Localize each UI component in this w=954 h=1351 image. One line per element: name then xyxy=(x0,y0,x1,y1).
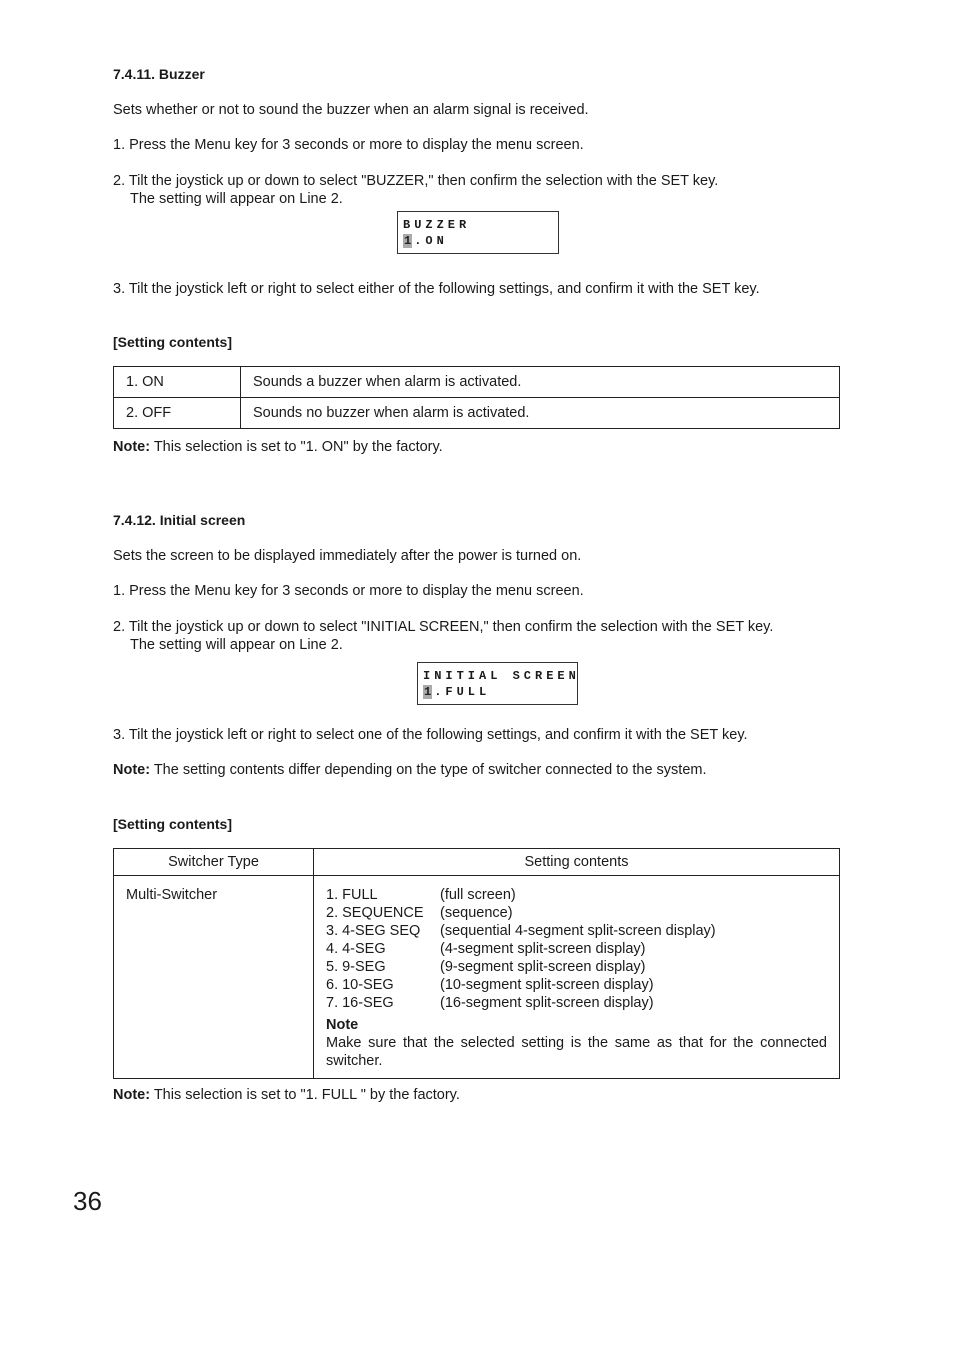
inner-note-label: Note xyxy=(326,1017,359,1033)
buzzer-step-2-sub: The setting will appear on Line 2. xyxy=(130,191,343,207)
note-text: This selection is set to "1. FULL " by the factory. xyxy=(150,1087,460,1103)
buzzer-factory-note xyxy=(113,439,443,455)
option-item xyxy=(326,886,827,904)
lcd-cursor: 1 xyxy=(404,234,412,248)
lcd-line-2 xyxy=(403,233,552,249)
page-number: 36 xyxy=(73,1186,102,1216)
option-key: 7. 16-SEG xyxy=(326,995,394,1011)
option-key: 1. FULL xyxy=(326,887,378,903)
option-item xyxy=(326,958,827,976)
option-key: 2. SEQUENCE xyxy=(326,905,424,921)
column-header-switcher-type: Switcher Type xyxy=(114,849,314,876)
option-desc: (sequence) xyxy=(440,905,513,921)
option-desc: (16-segment split-screen display) xyxy=(440,995,654,1011)
option-desc: (10-segment split-screen display) xyxy=(440,977,654,993)
lcd-line-2-value: .ON xyxy=(414,234,448,248)
initial-screen-step-2-sub: The setting will appear on Line 2. xyxy=(130,637,343,653)
note-label: Note: xyxy=(113,762,151,778)
option-item xyxy=(326,940,827,958)
section-heading-buzzer: 7.4.11. Buzzer xyxy=(113,66,205,82)
lcd-line-2 xyxy=(423,684,571,700)
initial-screen-step-3: 3. Tilt the joystick left or right to select one of the following settings, and confirm it with the SET key. xyxy=(113,727,748,743)
initial-screen-intro: Sets the screen to be displayed immediately after the power is turned on. xyxy=(113,548,582,564)
option-desc: (4-segment split-screen display) xyxy=(440,941,646,957)
description-cell: Sounds a buzzer when alarm is activated. xyxy=(241,367,840,398)
option-item xyxy=(326,994,827,1012)
buzzer-lcd-display xyxy=(397,211,559,254)
buzzer-intro: Sets whether or not to sound the buzzer when an alarm signal is received. xyxy=(113,102,589,118)
note-label: Note: xyxy=(113,439,151,455)
lcd-line-1: INITIAL SCREEN xyxy=(423,669,580,683)
column-header-setting-contents: Setting contents xyxy=(314,849,840,876)
option-item xyxy=(326,904,827,922)
option-item xyxy=(326,976,827,994)
switcher-type-cell: Multi-Switcher xyxy=(114,876,314,1079)
buzzer-settings-table xyxy=(113,366,840,429)
initial-screen-step-2: 2. Tilt the joystick up or down to select "INITIAL SCREEN," then confirm the selection with the SET key. xyxy=(113,619,774,635)
option-item xyxy=(326,922,827,940)
buzzer-setting-heading: [Setting contents] xyxy=(113,334,232,350)
initial-screen-step-1: 1. Press the Menu key for 3 seconds or more to display the menu screen. xyxy=(113,583,584,599)
option-key: 4. 4-SEG xyxy=(326,941,386,957)
option-desc: (9-segment split-screen display) xyxy=(440,959,646,975)
setting-contents-cell xyxy=(314,876,840,1079)
inner-note-text: Make sure that the selected setting is the same as that for the connected switcher. xyxy=(326,1035,827,1069)
buzzer-step-2: 2. Tilt the joystick up or down to select "BUZZER," then confirm the selection with the SET key. xyxy=(113,173,719,189)
initial-screen-setting-heading: [Setting contents] xyxy=(113,816,232,832)
note-text: The setting contents differ depending on the type of switcher connected to the system. xyxy=(150,762,707,778)
note-text: This selection is set to "1. ON" by the factory. xyxy=(150,439,443,455)
table-header-row xyxy=(114,849,840,876)
initial-screen-switcher-note xyxy=(113,762,707,778)
option-cell: 2. OFF xyxy=(114,398,241,429)
option-key: 5. 9-SEG xyxy=(326,959,386,975)
note-label: Note: xyxy=(113,1087,151,1103)
option-desc: (full screen) xyxy=(440,887,516,903)
table-row xyxy=(114,876,840,1079)
option-key: 3. 4-SEG SEQ xyxy=(326,923,421,939)
description-cell: Sounds no buzzer when alarm is activated. xyxy=(241,398,840,429)
buzzer-step-3: 3. Tilt the joystick left or right to select either of the following settings, and confirm it with the SET key. xyxy=(113,281,760,297)
option-cell: 1. ON xyxy=(114,367,241,398)
initial-screen-settings-table xyxy=(113,848,840,1079)
initial-screen-lcd-display xyxy=(417,662,578,705)
table-row xyxy=(114,367,840,398)
option-desc: (sequential 4-segment split-screen display) xyxy=(440,923,716,939)
lcd-line-2-value: .FULL xyxy=(434,685,491,699)
lcd-line-1: BUZZER xyxy=(403,218,471,232)
option-key: 6. 10-SEG xyxy=(326,977,394,993)
initial-screen-factory-note xyxy=(113,1087,460,1103)
table-row xyxy=(114,398,840,429)
lcd-cursor: 1 xyxy=(424,685,432,699)
section-heading-initial-screen: 7.4.12. Initial screen xyxy=(113,512,246,528)
buzzer-step-1: 1. Press the Menu key for 3 seconds or more to display the menu screen. xyxy=(113,137,584,153)
